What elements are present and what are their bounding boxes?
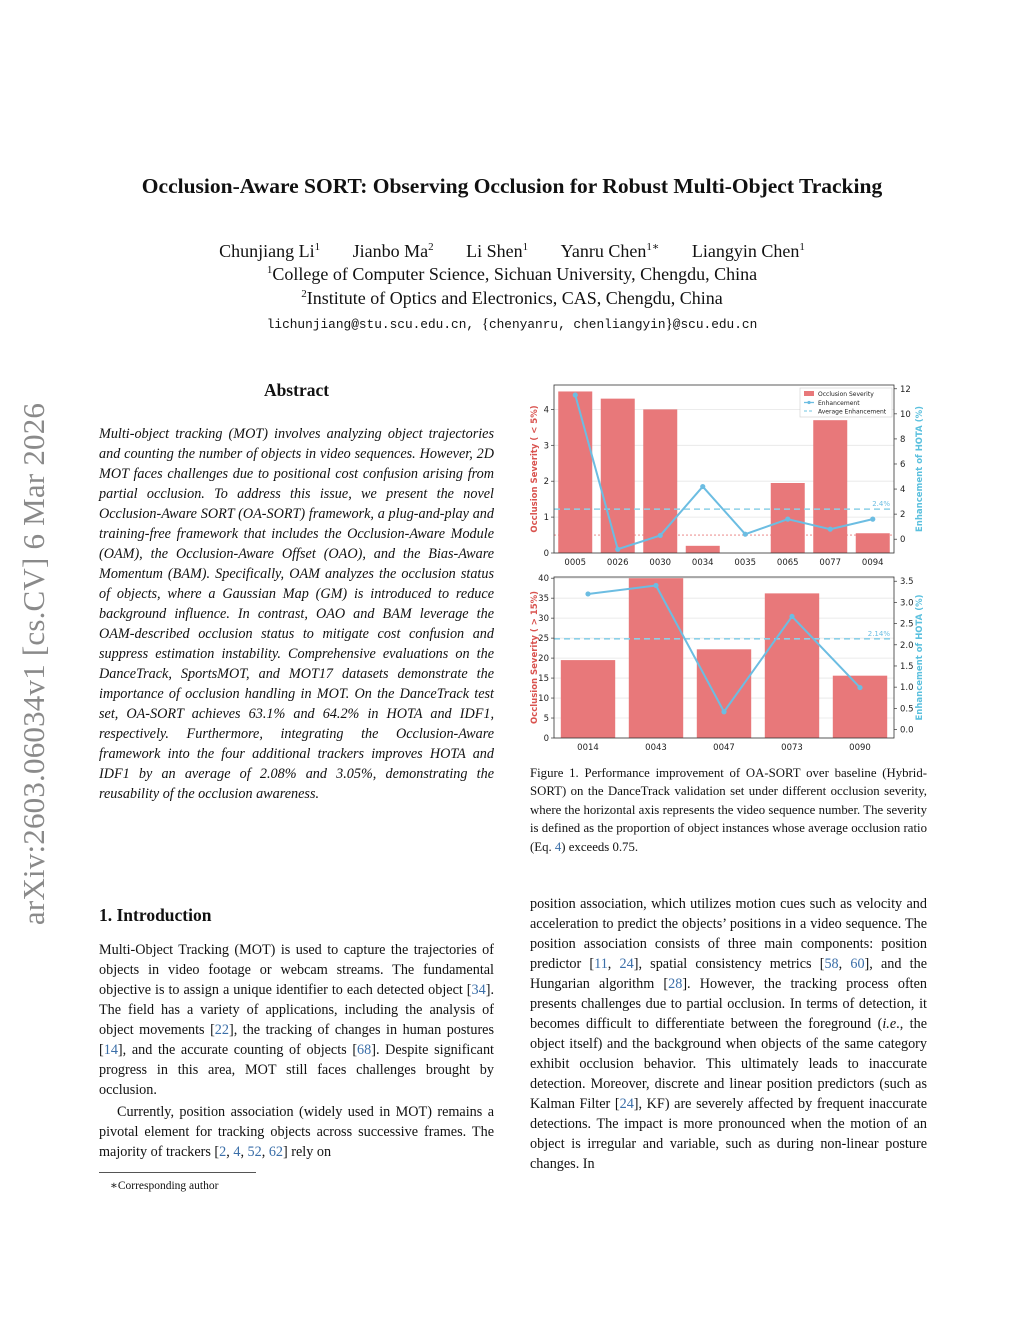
right-tick-label: 1.0 — [900, 683, 914, 694]
email-brace-open: { — [481, 316, 489, 332]
citation-link[interactable]: 52 — [247, 1144, 262, 1160]
left-tick-label: 30 — [538, 614, 549, 625]
left-tick-label: 35 — [538, 594, 549, 605]
text-run: ) exceeds 0.75. — [561, 839, 639, 854]
enhancement-point — [789, 614, 794, 619]
enhancement-point — [573, 392, 578, 397]
right-tick-label: 6 — [900, 459, 906, 470]
figure-1-chart — [527, 378, 927, 756]
email-brace-close: } — [665, 316, 673, 332]
text-run: ] rely on — [283, 1144, 332, 1160]
author-affil-mark: 2 — [428, 241, 434, 253]
enhancement-point — [585, 591, 590, 596]
paper-title: Occlusion-Aware SORT: Observing Occlusion for Robust Multi-Object Tracking — [141, 174, 883, 198]
citation-link[interactable]: 28 — [668, 976, 683, 992]
severity-bar — [856, 533, 890, 553]
intro-paragraph-2 — [99, 1102, 494, 1162]
text-run: ]. However, the tracking process often presents challenges due to partial occlusion. In terms of detection, it becomes difficult to differentiate between the foreground ( — [530, 976, 927, 1032]
right-tick-label: 0.0 — [900, 725, 914, 736]
right-tick-label: 0.5 — [900, 704, 914, 715]
text-run: , — [226, 1144, 234, 1160]
author-affil-mark: 1∗ — [646, 241, 660, 253]
text-run: ], spatial consistency metrics [ — [633, 956, 825, 972]
category-label: 0077 — [819, 558, 842, 568]
author-affil-mark: 1 — [522, 241, 529, 253]
legend-label: Enhancement — [818, 400, 860, 407]
author-name: Jianbo Ma — [352, 241, 429, 261]
severity-bar — [813, 420, 847, 553]
right-column-paragraph — [530, 894, 927, 1174]
category-label: 0043 — [645, 743, 667, 753]
citation-link[interactable]: 11 — [594, 956, 608, 972]
enhancement-point — [785, 517, 790, 522]
email-group: chenyanru, chenliangyin — [488, 317, 666, 332]
italic-text: i.e — [882, 1016, 897, 1032]
author — [466, 241, 528, 261]
left-tick-label: 25 — [538, 634, 549, 645]
severity-bar — [697, 649, 751, 738]
right-tick-label: 1.5 — [900, 661, 914, 672]
text-run: ], and the accurate counting of objects [ — [117, 1042, 358, 1058]
right-axis-title: Enhancement of HOTA (%) — [915, 406, 925, 532]
author-name: Li Shen — [466, 241, 523, 261]
legend-swatch-marker — [807, 401, 810, 404]
right-tick-label: 12 — [900, 384, 911, 395]
severity-bar — [558, 391, 592, 553]
category-label: 0090 — [849, 743, 871, 753]
author-list — [150, 240, 874, 262]
author — [219, 241, 320, 261]
legend-label: Average Enhancement — [818, 408, 887, 416]
left-tick-label: 20 — [538, 654, 549, 665]
left-tick-label: 4 — [543, 405, 549, 416]
citation-link[interactable]: 22 — [214, 1022, 229, 1038]
author-name: Chunjiang Li — [219, 241, 315, 261]
left-tick-label: 3 — [543, 441, 549, 452]
text-run: , — [261, 1144, 269, 1160]
text-run: ]. The field has a variety of applications, including the analysis of object movements [ — [99, 982, 494, 1038]
author — [692, 241, 805, 261]
citation-link[interactable]: 24 — [619, 956, 634, 972]
right-tick-label: 0 — [900, 535, 906, 546]
legend-swatch-bar — [804, 391, 814, 396]
category-label: 0034 — [691, 558, 714, 568]
left-tick-label: 0 — [543, 549, 549, 559]
abstract-heading: Abstract — [263, 380, 330, 400]
left-tick-label: 10 — [538, 694, 549, 705]
left-tick-label: 0 — [543, 734, 549, 744]
text-run: ], and the Hungarian algorithm [ — [530, 956, 928, 992]
arxiv-stamp — [16, 378, 52, 950]
text-run: Multi-Object Tracking (MOT) is used to capture the trajectories of objects in video footage or webcam streams. The fundamental objective is to assign a unique identifier to each detected object [ — [99, 942, 494, 998]
category-label: 0094 — [861, 558, 884, 568]
severity-bar — [686, 546, 720, 553]
enhancement-point — [721, 709, 726, 714]
left-tick-label: 1 — [543, 513, 549, 524]
intro-heading: 1. Introduction — [99, 905, 212, 925]
text-run: ., the object itself) and the background when objects of the same category exhibit occlusion behavior. This ultimately leads to inaccurate detection. Moreover, discrete and linear position predictors (such as Kalman Filter [ — [530, 1016, 927, 1112]
author-name: Yanru Chen — [560, 241, 647, 261]
text-run: , — [240, 1144, 248, 1160]
severity-bar — [561, 660, 615, 738]
text-run: ], the tracking of changes in human postures [ — [99, 1022, 494, 1058]
category-label: 0047 — [713, 743, 735, 753]
equation-link[interactable]: 4 — [554, 839, 562, 854]
footnote-rule — [99, 1172, 256, 1173]
severity-bar — [601, 399, 635, 553]
left-tick-label: 40 — [538, 574, 549, 585]
citation-link[interactable]: 4 — [233, 1144, 241, 1160]
affiliation-mark: 1 — [266, 264, 273, 276]
category-label: 0026 — [606, 558, 629, 568]
text-run: position association, which utilizes motion cues such as velocity and acceleration to predict the objects’ positions in a video sequence. The position association consists of three main components: position predictor [ — [530, 896, 927, 972]
enhancement-point — [615, 547, 620, 552]
severity-bar — [629, 578, 683, 738]
affiliation — [150, 288, 874, 309]
text-run: , — [607, 956, 620, 972]
right-tick-label: 2.5 — [900, 619, 914, 630]
citation-link[interactable]: 24 — [619, 1096, 634, 1112]
right-tick-label: 10 — [900, 409, 911, 420]
right-tick-label: 2.0 — [900, 640, 914, 651]
right-tick-label: 8 — [900, 434, 906, 445]
footnote: ∗Corresponding author — [110, 1180, 219, 1192]
category-label: 0073 — [781, 743, 803, 753]
enhancement-point — [653, 583, 658, 588]
legend-label: Occlusion Severity — [818, 391, 874, 398]
arxiv-stamp-text: arXiv:2603.06034v1 [cs.CV] 6 Mar 2026 — [16, 402, 51, 926]
category-label: 0065 — [776, 558, 799, 568]
citation-link[interactable]: 58 — [824, 956, 839, 972]
enhancement-point — [857, 685, 862, 690]
left-tick-label: 15 — [538, 674, 549, 685]
citation-link[interactable]: 68 — [357, 1042, 372, 1058]
text-run: ], KF) are severely affected by frequent inaccurate detections. The impact is more pronounced when the motion of an object is irregular and variable, such as during non-linear posture changes. In — [530, 1096, 927, 1172]
text-run: , — [838, 956, 851, 972]
category-label: 0030 — [649, 558, 672, 568]
citation-link[interactable]: 2 — [219, 1144, 227, 1160]
text-run: Currently, position association (widely used in MOT) remains a pivotal element for tracking objects across successive frames. The majority of trackers [ — [99, 1104, 494, 1160]
affiliation-mark: 2 — [301, 288, 307, 300]
figure-caption — [530, 764, 927, 856]
citation-link[interactable]: 60 — [850, 956, 865, 972]
category-label: 0014 — [577, 743, 599, 753]
category-label: 0035 — [734, 558, 757, 568]
enhancement-point — [700, 484, 705, 489]
right-tick-label: 3.5 — [900, 577, 914, 588]
abstract-body: Multi-object tracking (MOT) involves analyzing object trajectories and counting the number of objects in video sequences. However, 2D MOT faces challenges due to positional cost confusion arising from partial occlusion. To address this issue, we present the novel Occlusion-Aware SORT (OA-SORT) framework, a plug-and-play and training-free framework that includes the Occlusion-Aware Module (OAM), the Occlusion-Aware Offset (OAO), and the Bias-Aware Momentum (BAM). Specifically, OAM analyzes the occlusion status of objects, where a Gaussian Map (GM) is introduced to reduce background influence. In contrast, OAO and BAM leverage the OAM-described occlusion status to mitigate cost confusion and suppress estimation instability. Comprehensive evaluations on the DanceTrack, SportsMOT, and MOT17 datasets demonstrate the importance of occlusion handling in MOT. On the DanceTrack test set, OA-SORT achieves 63.1% and 64.2% in HOTA and IDF1, respectively. Furthermore, integrating the Occlusion-Aware framework into the four additional trackers improves HOTA and IDF1 by an average of 2.08% and 3.05%, demonstrating the reusability of the occlusion awareness. — [99, 426, 494, 802]
citation-link[interactable]: 14 — [103, 1042, 118, 1058]
right-tick-label: 2 — [900, 510, 906, 521]
author-name: Liangyin Chen — [691, 241, 800, 261]
average-enhancement-label: 2.4% — [872, 500, 890, 509]
left-tick-label: 2 — [543, 477, 549, 488]
enhancement-point — [828, 527, 833, 532]
email-domain: @scu.edu.cn — [672, 317, 758, 332]
author — [353, 241, 434, 261]
author-emails — [150, 316, 874, 333]
right-axis-title: Enhancement of HOTA (%) — [915, 594, 925, 721]
text-run: Figure 1. Performance improvement of OA-SORT over baseline (Hybrid-SORT) on the DanceTrack validation set under different occlusion severity, where the horizontal axis represents the video sequence number. The severity is defined as the proportion of object instances whose average occlusion ratio (Eq. — [530, 766, 927, 854]
affiliation-text: Institute of Optics and Electronics, CAS, Chengdu, China — [306, 288, 723, 308]
author — [561, 241, 660, 261]
affiliation-text: College of Computer Science, Sichuan University, Chengdu, China — [272, 264, 758, 284]
enhancement-point — [870, 517, 875, 522]
right-tick-label: 4 — [900, 485, 906, 496]
left-axis-title: Occlusion Severity ( < 5%) — [530, 405, 540, 533]
severity-bar — [643, 409, 677, 553]
average-enhancement-label: 2.14% — [867, 629, 890, 638]
right-tick-label: 3.0 — [900, 598, 914, 609]
author-affil-mark: 1 — [799, 241, 805, 253]
affiliation — [150, 264, 874, 285]
email-first: lichunjiang@stu.scu.edu.cn, — [266, 317, 475, 332]
intro-paragraph-1 — [99, 940, 494, 1100]
category-label: 0005 — [564, 558, 587, 568]
citation-link[interactable]: 62 — [268, 1144, 283, 1160]
left-tick-label: 5 — [543, 714, 549, 725]
left-axis-title: Occlusion Severity ( > 15%) — [530, 590, 540, 725]
citation-link[interactable]: 34 — [471, 982, 486, 998]
enhancement-point — [743, 532, 748, 537]
text-run: ]. Despite significant progress in this area, MOT still faces challenges brought by occlusion. — [99, 1042, 494, 1098]
author-affil-mark: 1 — [314, 241, 321, 253]
enhancement-point — [658, 533, 663, 538]
